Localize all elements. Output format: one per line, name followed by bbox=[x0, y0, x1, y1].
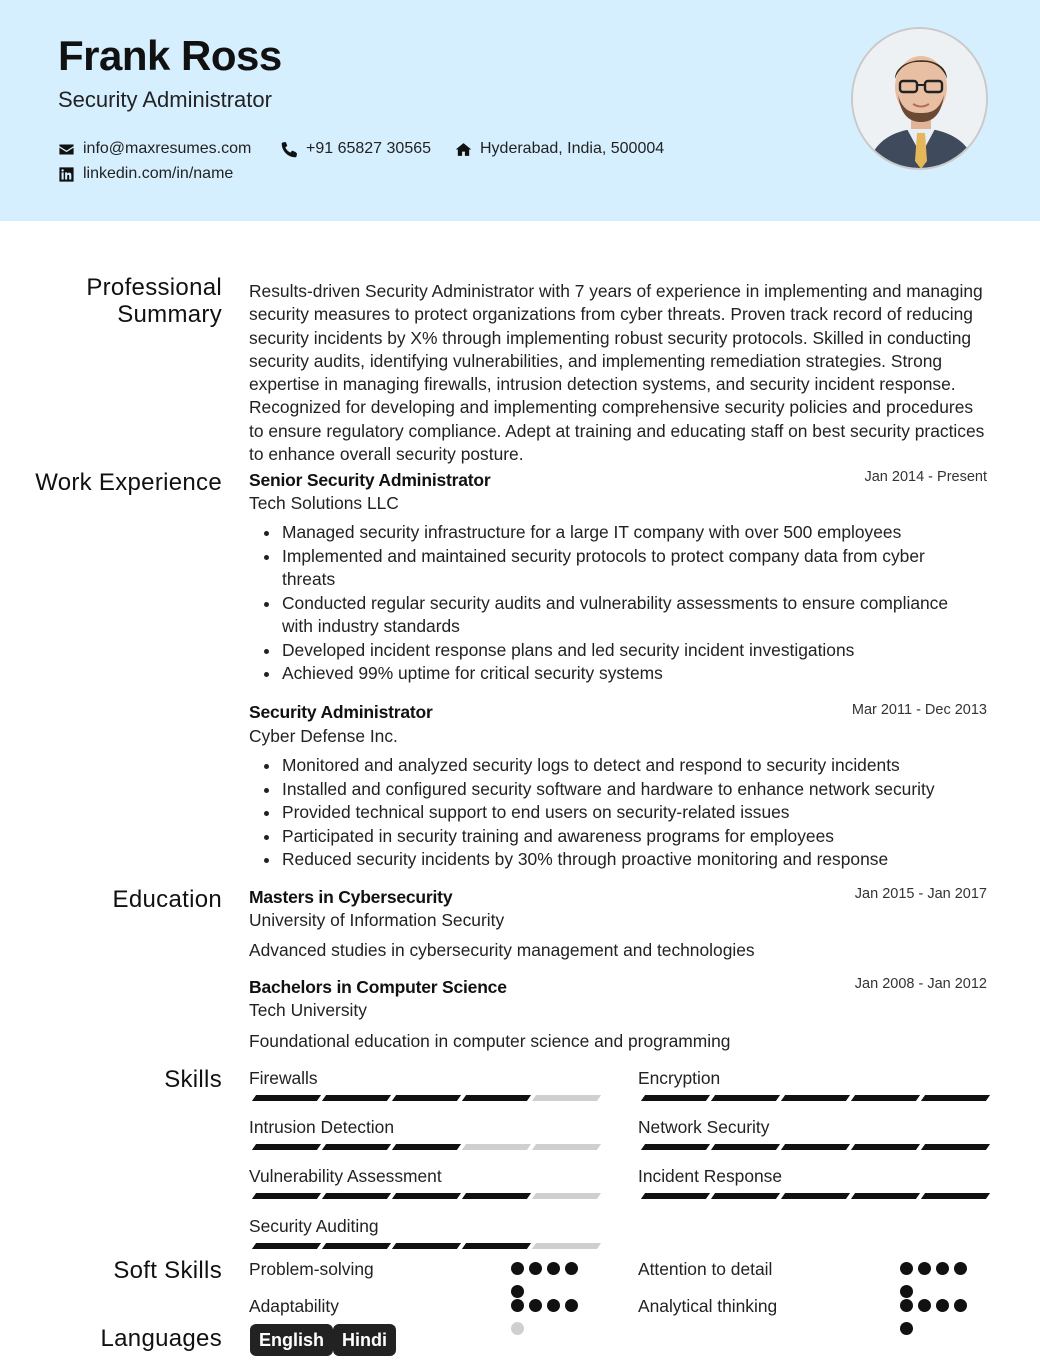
skill-name: Encryption bbox=[638, 1068, 721, 1088]
skill-segment bbox=[532, 1095, 601, 1101]
phone-icon bbox=[281, 141, 298, 158]
rating-dot bbox=[900, 1285, 913, 1298]
skill-segment bbox=[252, 1193, 321, 1199]
rating-dot bbox=[900, 1322, 913, 1335]
job-company: Tech Solutions LLC bbox=[249, 493, 399, 513]
skill-segment bbox=[252, 1095, 321, 1101]
section-title-skills: Skills bbox=[164, 1066, 222, 1093]
skill-level-bar bbox=[641, 1144, 989, 1150]
skill-segment bbox=[921, 1095, 990, 1101]
skill-segment bbox=[641, 1144, 710, 1150]
skill-segment bbox=[392, 1193, 461, 1199]
rating-dot bbox=[565, 1299, 578, 1312]
job-bullet: Monitored and analyzed security logs to detect and respond to security incidents bbox=[262, 754, 982, 778]
linkedin-icon bbox=[58, 166, 75, 183]
rating-dot bbox=[936, 1299, 949, 1312]
job-dates: Mar 2011 - Dec 2013 bbox=[851, 702, 987, 718]
skill-name: Intrusion Detection bbox=[249, 1117, 395, 1137]
skill-segment bbox=[392, 1243, 461, 1249]
job-bullets bbox=[262, 754, 982, 872]
job-bullet: Reduced security incidents by 30% through proactive monitoring and response bbox=[262, 848, 982, 872]
skill-segment bbox=[641, 1193, 710, 1199]
envelope-icon bbox=[58, 141, 75, 158]
rating-dot bbox=[529, 1262, 542, 1275]
job-bullet: Installed and configured security software and hardware to enhance network security bbox=[262, 778, 982, 802]
job-dates: Jan 2014 - Present bbox=[864, 469, 987, 485]
rating-dot bbox=[511, 1285, 524, 1298]
skill-segment bbox=[392, 1095, 461, 1101]
skill-segment bbox=[921, 1193, 990, 1199]
skill-segment bbox=[322, 1193, 391, 1199]
degree-dates: Jan 2015 - Jan 2017 bbox=[854, 886, 987, 902]
soft-skill-name: Analytical thinking bbox=[638, 1296, 778, 1316]
skill-segment bbox=[322, 1095, 391, 1101]
linkedin-text: linkedin.com/in/name bbox=[83, 165, 234, 182]
skill-name: Vulnerability Assessment bbox=[249, 1166, 442, 1186]
skill-name: Incident Response bbox=[638, 1166, 783, 1186]
section-title-education: Education bbox=[112, 886, 222, 913]
skill-name: Security Auditing bbox=[249, 1216, 379, 1236]
job-title: Security Administrator bbox=[249, 702, 433, 722]
language-badge: Hindi bbox=[333, 1324, 396, 1356]
soft-skill-name: Adaptability bbox=[249, 1296, 339, 1316]
job-bullet: Developed incident response plans and led security incident investigations bbox=[262, 639, 982, 663]
rating-dot bbox=[918, 1299, 931, 1312]
rating-dot bbox=[918, 1262, 931, 1275]
address-text: Hyderabad, India, 500004 bbox=[480, 140, 665, 157]
rating-dot bbox=[547, 1299, 560, 1312]
school-name: Tech University bbox=[249, 1000, 367, 1020]
phone-text: +91 65827 30565 bbox=[306, 140, 432, 157]
rating-dot bbox=[900, 1262, 913, 1275]
skill-level-bar bbox=[641, 1095, 989, 1101]
skill-name: Firewalls bbox=[249, 1068, 318, 1088]
skill-segment bbox=[252, 1243, 321, 1249]
profile-photo bbox=[851, 27, 988, 170]
contact-email[interactable] bbox=[58, 140, 251, 158]
rating-dot bbox=[936, 1262, 949, 1275]
job-bullet: Implemented and maintained security protocols to protect company data from cyber threats bbox=[262, 545, 982, 592]
skill-segment bbox=[921, 1144, 990, 1150]
degree-title: Masters in Cybersecurity bbox=[249, 887, 453, 907]
school-name: University of Information Security bbox=[249, 910, 505, 930]
rating-dot bbox=[547, 1262, 560, 1275]
email-text: info@maxresumes.com bbox=[83, 140, 252, 157]
summary-text: Results-driven Security Administrator with 7 years of experience in implementing and managing security measures to protect organizations from cyber threats. Proven track record of reducing security incidents by X% through implementing robust security protocols. Skilled in conducting security audits, identifying vulnerabilities, and implementing remediation strategies. Strong expertise in managing firewalls, intrusion detection systems, and security incident response. Recognized for developing and implementing comprehensive security policies and procedures to ensure regulatory compliance. Adept at training and educating staff on best security practices to enhance overall security posture. bbox=[249, 281, 985, 465]
skill-name: Network Security bbox=[638, 1117, 770, 1137]
resume-header bbox=[0, 0, 1040, 221]
skill-segment bbox=[322, 1243, 391, 1249]
candidate-name: Frank Ross bbox=[58, 32, 282, 79]
contact-phone[interactable] bbox=[281, 140, 431, 158]
skill-segment bbox=[781, 1144, 850, 1150]
section-title-languages: Languages bbox=[100, 1325, 222, 1352]
job-title: Senior Security Administrator bbox=[249, 470, 491, 490]
rating-dot bbox=[511, 1322, 524, 1335]
skill-level-bar bbox=[252, 1193, 600, 1199]
degree-description: Foundational education in computer science and programming bbox=[249, 1031, 731, 1051]
rating-dot bbox=[511, 1262, 524, 1275]
skill-segment bbox=[322, 1144, 391, 1150]
skill-segment bbox=[711, 1193, 780, 1199]
job-company: Cyber Defense Inc. bbox=[249, 726, 398, 746]
job-bullet: Participated in security training and awareness programs for employees bbox=[262, 825, 982, 849]
section-title-soft-skills: Soft Skills bbox=[113, 1257, 222, 1284]
section-title-summary: Professional Summary bbox=[86, 274, 222, 328]
degree-description: Advanced studies in cybersecurity management and technologies bbox=[249, 940, 755, 960]
profile-portrait bbox=[853, 29, 988, 170]
contact-address bbox=[455, 140, 664, 158]
skill-level-bar bbox=[252, 1095, 600, 1101]
skill-segment bbox=[462, 1243, 531, 1249]
skill-level-bar bbox=[252, 1243, 600, 1249]
skill-segment bbox=[711, 1144, 780, 1150]
job-bullet: Provided technical support to end users on security-related issues bbox=[262, 801, 982, 825]
rating-dot bbox=[954, 1299, 967, 1312]
candidate-role: Security Administrator bbox=[58, 87, 272, 112]
job-bullets bbox=[262, 521, 982, 686]
job-bullet: Managed security infrastructure for a large IT company with over 500 employees bbox=[262, 521, 982, 545]
rating-dot bbox=[954, 1262, 967, 1275]
skill-segment bbox=[532, 1193, 601, 1199]
rating-dot bbox=[511, 1299, 524, 1312]
home-icon bbox=[455, 141, 472, 158]
soft-skill-name: Attention to detail bbox=[638, 1259, 773, 1279]
skill-segment bbox=[851, 1193, 920, 1199]
skill-level-bar bbox=[252, 1144, 600, 1150]
skill-segment bbox=[851, 1144, 920, 1150]
rating-dot bbox=[529, 1299, 542, 1312]
skill-segment bbox=[532, 1144, 601, 1150]
skill-level-bar bbox=[641, 1193, 989, 1199]
skill-segment bbox=[781, 1095, 850, 1101]
soft-skill-name: Problem-solving bbox=[249, 1259, 374, 1279]
section-title-experience: Work Experience bbox=[35, 469, 222, 496]
degree-title: Bachelors in Computer Science bbox=[249, 977, 507, 997]
skill-segment bbox=[851, 1095, 920, 1101]
job-bullet: Achieved 99% uptime for critical security systems bbox=[262, 662, 982, 686]
skill-segment bbox=[532, 1243, 601, 1249]
skill-segment bbox=[392, 1144, 461, 1150]
skill-segment bbox=[641, 1095, 710, 1101]
rating-dot bbox=[900, 1299, 913, 1312]
rating-dot bbox=[565, 1262, 578, 1275]
skill-segment bbox=[462, 1095, 531, 1101]
degree-dates: Jan 2008 - Jan 2012 bbox=[854, 976, 987, 992]
skill-segment bbox=[252, 1144, 321, 1150]
job-bullet: Conducted regular security audits and vulnerability assessments to ensure compliance with industry standards bbox=[262, 592, 982, 639]
skill-segment bbox=[462, 1193, 531, 1199]
skill-segment bbox=[711, 1095, 780, 1101]
contact-linkedin[interactable] bbox=[58, 165, 233, 183]
skill-segment bbox=[781, 1193, 850, 1199]
skill-segment bbox=[462, 1144, 531, 1150]
language-badge: English bbox=[250, 1324, 333, 1356]
